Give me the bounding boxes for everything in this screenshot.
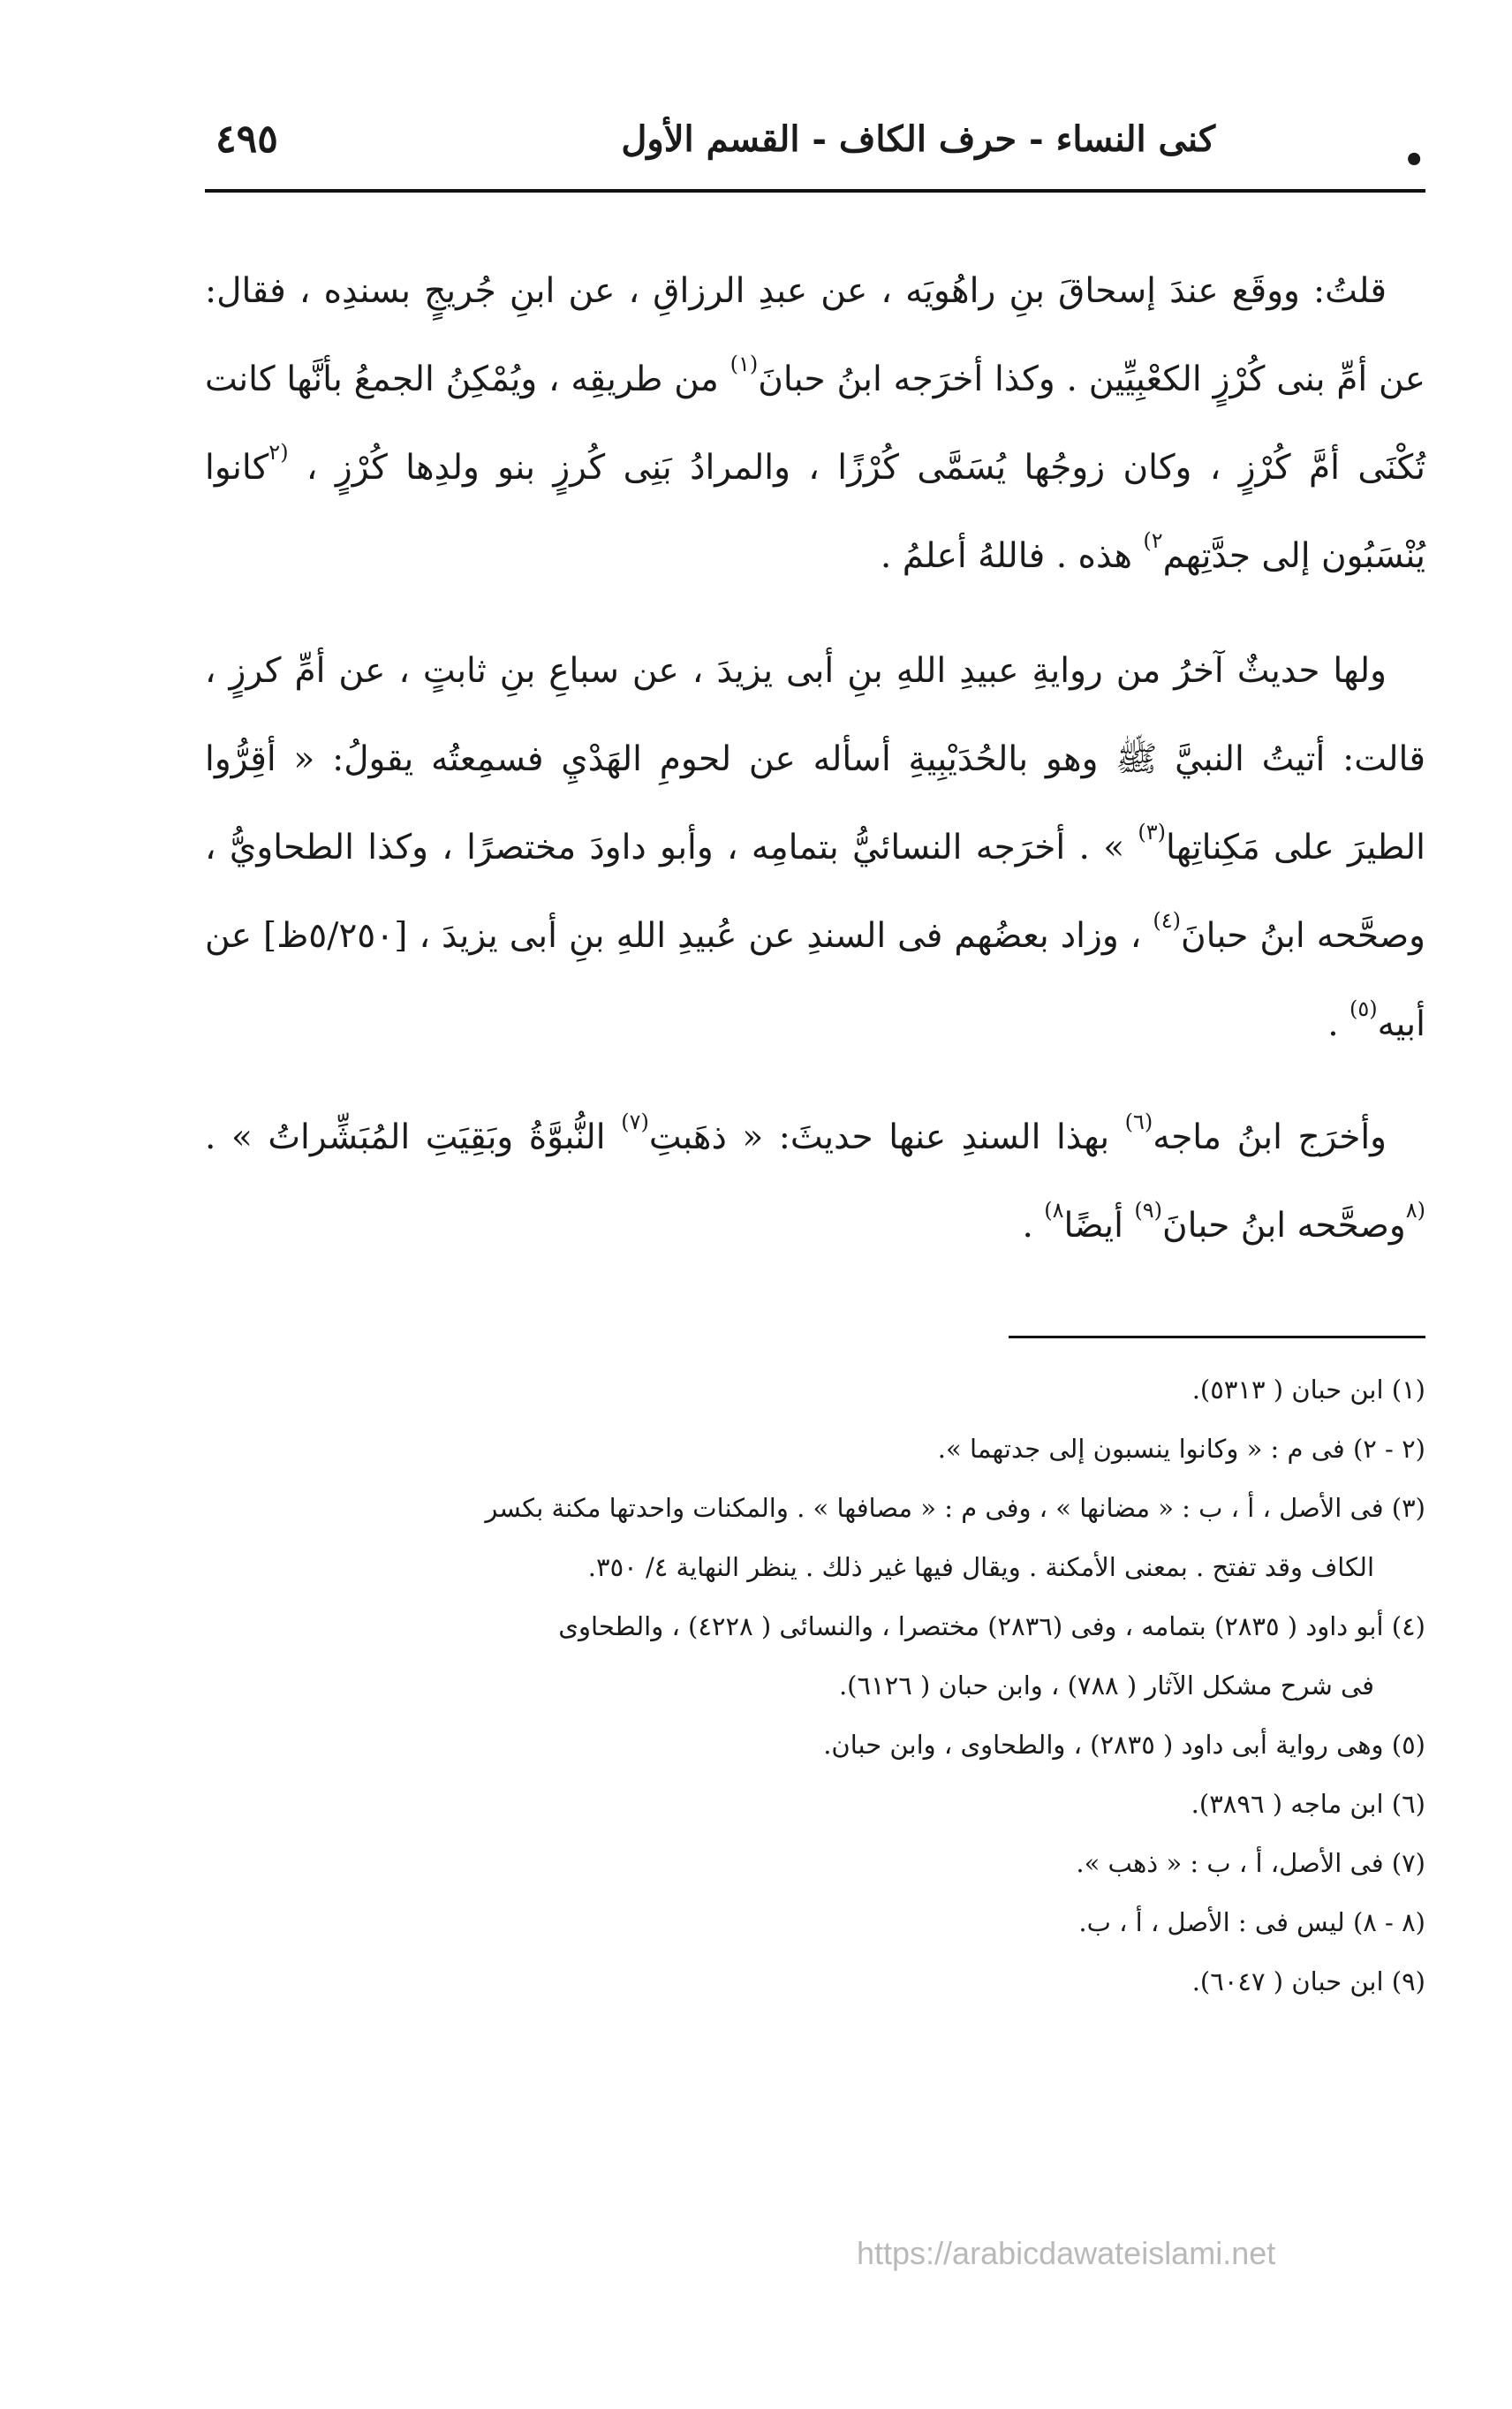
footnote-marker-8-open: (٨: [1405, 1198, 1425, 1223]
header-dot: •: [1402, 140, 1425, 181]
paragraph-2: ولها حديثٌ آخرُ من روايةِ عبيدِ اللهِ بنِ أبى يزيدَ ، عن سباعِ بنِ ثابتٍ ، عن أمِّ كرزٍ ، قالت: أتيتُ النبيَّ ﷺ وهو بالحُدَيْبِيةِ أسأله عن لحومِ الهَدْيِ فسمِعتُه يقولُ: « أقِرُّوا الطيرَ على مَكِناتِها$^{(٣)}$ » . أخرَجه النسائيُّ بتمامِه ، وأبو داودَ مختصرًا ، وكذا الطحاويُّ ، وصحَّحه ابنُ حبانَ$^{(٤)}$ ، وزاد بعضُهم فى السندِ عن عُبيدِ اللهِ بنِ أبى يزيدَ ، [٥/٢٥٠ظ] عن أبيه$^{(٥)}$ .: [205, 651, 1425, 1044]
footnote-marker-1: (١): [730, 352, 759, 376]
page-number: ٤٩٥: [215, 117, 278, 162]
footnote-4: (٤) أبو داود ( ٢٨٣٥) بتمامه ، وفى (٢٨٣٦) مختصرا ، والنسائى ( ٤٢٢٨) ، والطحاوى: [558, 1611, 1425, 1641]
footnote-6: (٦) ابن ماجه ( ٣٨٩٦).: [1191, 1789, 1425, 1819]
footnote-marker-6: (٦): [1124, 1110, 1153, 1134]
footnote-marker-3: (٣): [1138, 820, 1166, 845]
footnote-3-continuation: الكاف وقد تفتح . بمعنى الأمكنة . ويقال فيها غير ذلك . ينظر النهاية ٤/ ٣٥٠.: [587, 1552, 1374, 1582]
footnote-1: (١) ابن حبان ( ٥٣١٣).: [1191, 1375, 1425, 1405]
footnote-3: (٣) فى الأصل ، أ ، ب : « مضانها » ، وفى م : « مصافها » . والمكنات واحدتها مكنة بكسر: [485, 1493, 1425, 1523]
footnote-marker-2-close: ٢): [1143, 528, 1163, 553]
running-title: كنى النساء - حرف الكاف - القسم الأول: [621, 118, 1215, 160]
main-text: [205, 247, 1425, 1295]
header-rule: [205, 189, 1425, 193]
page-header: [205, 113, 1425, 184]
footnote-marker-8-close: ٨): [1044, 1198, 1064, 1223]
footnote-rule: [1009, 1336, 1425, 1338]
footnotes: [205, 1360, 1425, 2011]
footnote-9: (٩) ابن حبان ( ٦٠٤٧).: [1191, 1966, 1425, 1996]
footnote-7: (٧) فى الأصل، أ ، ب : « ذهب ».: [1076, 1848, 1425, 1878]
footnote-marker-5: (٥): [1349, 996, 1378, 1021]
footnote-4-continuation: فى شرح مشكل الآثار ( ٧٨٨) ، وابن حبان ( ٦١٢٦).: [838, 1670, 1374, 1701]
paragraph-1: قلتُ: ووقَع عندَ إسحاقَ بنِ راهُويَه ، عن عبدِ الرزاقِ ، عن ابنِ جُريجٍ بسندِه ، فقال: عن أمِّ بنى كُرْزٍ الكعْبِيِّين . وكذا أخرَجه ابنُ حبانَ$^{(١)}$ من طريقِه ، ويُمْكِنُ الجمعُ بأنَّها كانت تُكْنَى أمَّ كُرْزٍ ، وكان زوجُها يُسَمَّى كُرْزًا ، والمرادُ بَنِى كُرزٍ بنو ولدِها كُرْزٍ ، $^{(٢}$كانوا يُنْسَبُون إلى جدَّتِهم$^{٢)}$ هذه . فاللهُ أعلمُ .: [205, 271, 1425, 576]
footnote-8: (٨ - ٨) ليس فى : الأصل ، أ ، ب.: [1078, 1907, 1425, 1937]
footnote-marker-4: (٤): [1153, 908, 1181, 933]
footnote-2: (٢ - ٢) فى م : « وكانوا ينسبون إلى جدتهما ».: [937, 1434, 1425, 1464]
footnote-marker-7: (٧): [621, 1110, 649, 1134]
footnote-5: (٥) وهى رواية أبى داود ( ٢٨٣٥) ، والطحاوى ، وابن حبان.: [823, 1730, 1425, 1760]
watermark: https://arabicdawateislami.net: [857, 2235, 1276, 2271]
footnote-marker-9: (٩): [1134, 1198, 1162, 1223]
paragraph-3: وأخرَج ابنُ ماجه$^{(٦)}$ بهذا السندِ عنها حديثَ: « ذهَبتِ$^{(٧)}$ النُّبوَّةُ وبَقِيَتِ المُبَشِّراتُ » . $^{(٨}$وصحَّحه ابنُ حبانَ$^{(٩)}$ أيضًا$^{٨)}$ .: [205, 1110, 1425, 1246]
footnote-marker-2-open: (٢: [268, 440, 289, 465]
